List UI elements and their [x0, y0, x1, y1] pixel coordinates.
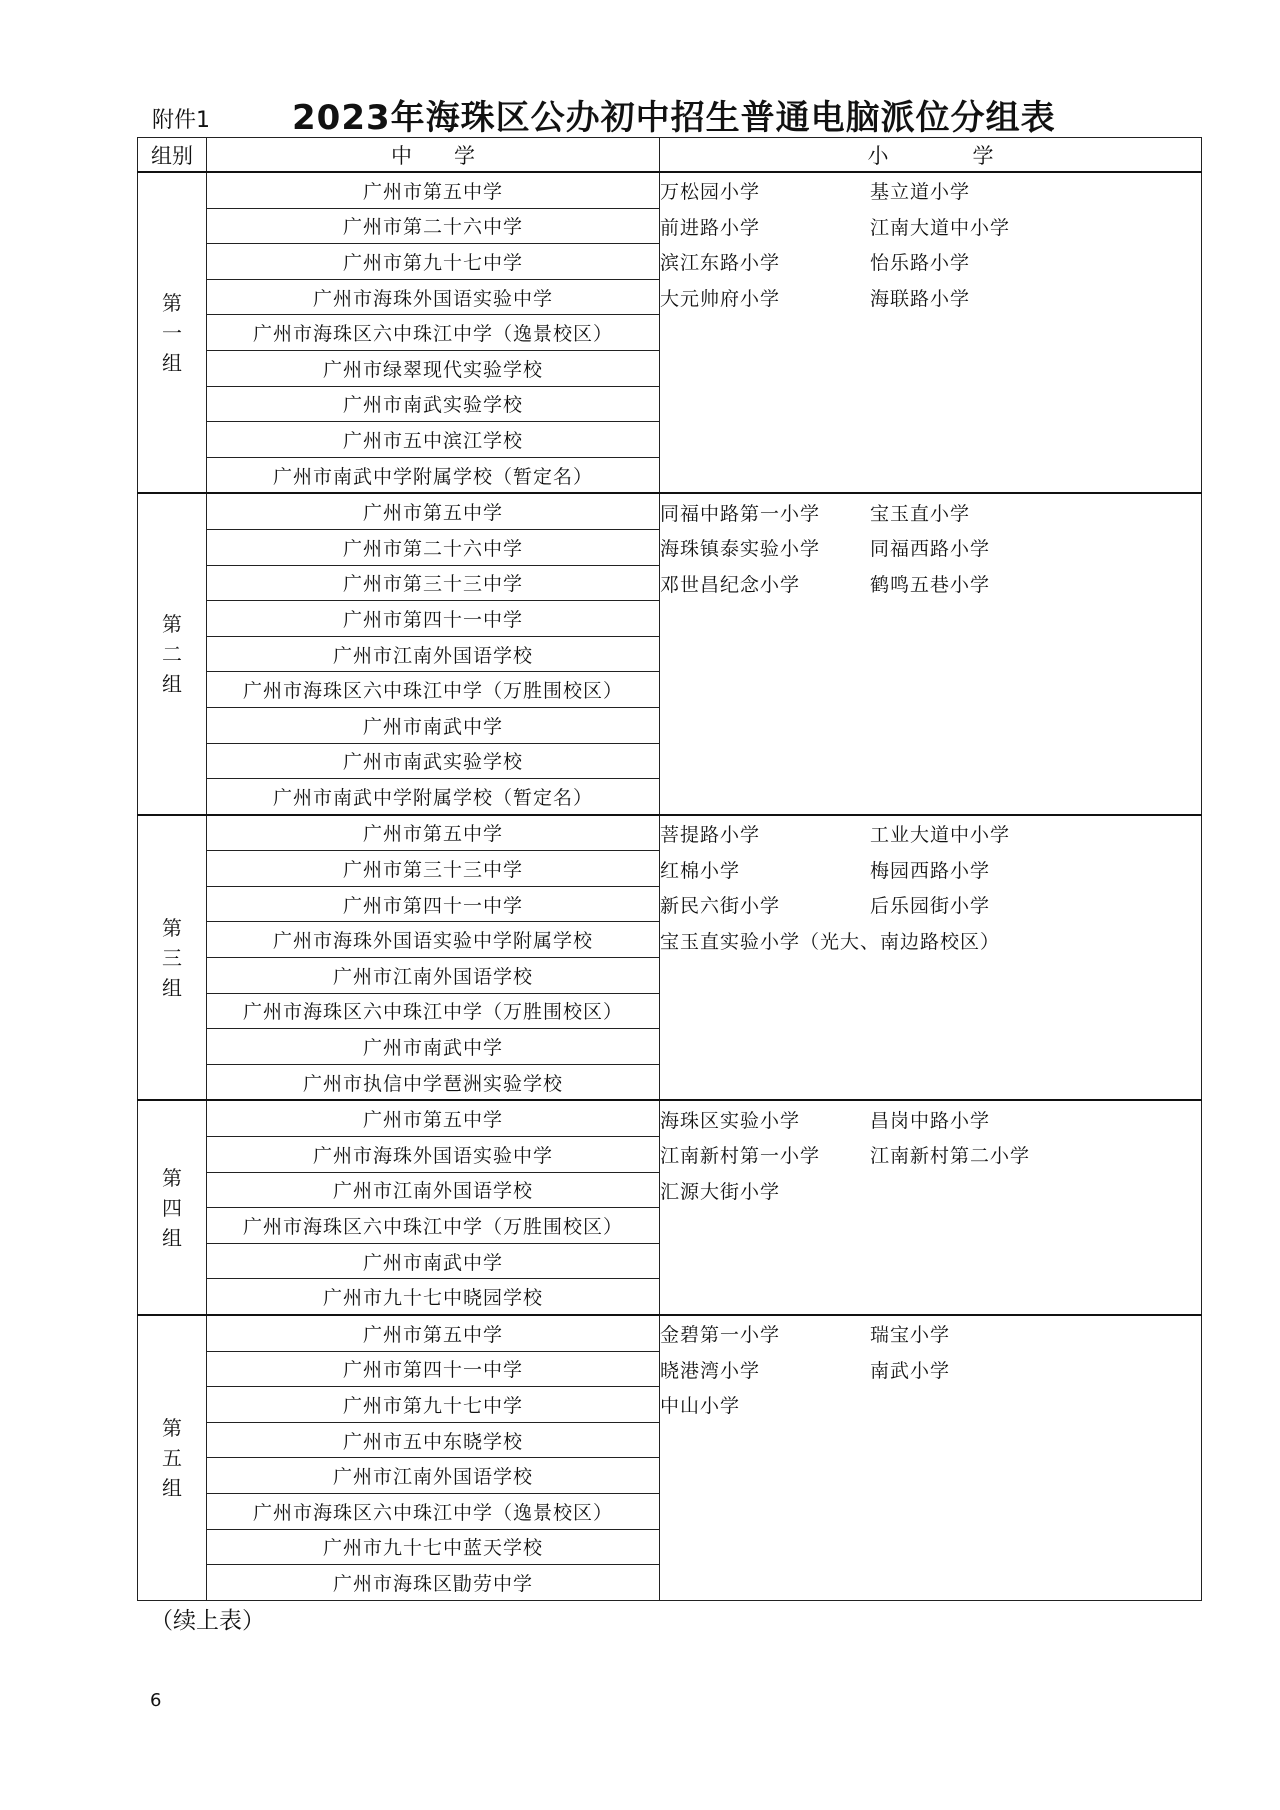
middle-school-cell: 广州市江南外国语学校	[207, 958, 660, 994]
primary-school-name: 基立道小学	[870, 181, 971, 204]
primary-school-name: 邓世昌纪念小学	[660, 573, 801, 596]
primary-school-name: 宝玉直实验小学（光大、南边路校区）	[660, 930, 1001, 953]
primary-school-name: 同福中路第一小学	[660, 502, 821, 525]
middle-school-cell: 广州市第五中学	[207, 1100, 660, 1136]
primary-school-row	[660, 173, 1201, 209]
middle-school-cell: 广州市第九十七中学	[207, 244, 660, 280]
middle-school-cell: 广州市海珠外国语实验中学附属学校	[207, 922, 660, 958]
primary-school-row	[660, 1101, 1201, 1137]
table-row	[138, 1100, 1202, 1136]
page-number: 6	[150, 1690, 162, 1711]
primary-school-name: 怡乐路小学	[870, 252, 971, 275]
middle-school-cell: 广州市海珠外国语实验中学	[207, 279, 660, 315]
grouping-table	[137, 137, 1202, 1601]
middle-school-cell: 广州市海珠区六中珠江中学（逸景校区）	[207, 1493, 660, 1529]
middle-school-cell: 广州市第九十七中学	[207, 1387, 660, 1423]
group-label: 第一组	[162, 290, 182, 375]
table-row	[138, 493, 1202, 529]
primary-school-name: 新民六街小学	[660, 895, 781, 918]
attachment-label: 附件1	[152, 108, 210, 133]
middle-school-cell: 广州市第三十三中学	[207, 565, 660, 601]
primary-school-row	[660, 887, 1201, 923]
group-label: 第四组	[162, 1165, 182, 1250]
primary-school-name: 菩提路小学	[660, 823, 761, 846]
header-primary: 小 学	[660, 138, 1202, 173]
primary-school-name: 江南新村第二小学	[870, 1145, 1031, 1168]
primary-school-name: 汇源大街小学	[660, 1180, 781, 1203]
middle-school-cell: 广州市绿翠现代实验学校	[207, 350, 660, 386]
primary-school-row	[660, 530, 1201, 566]
middle-school-cell: 广州市第五中学	[207, 172, 660, 208]
middle-school-cell: 广州市五中东晓学校	[207, 1422, 660, 1458]
group-label: 第五组	[162, 1415, 182, 1500]
primary-school-row	[660, 1352, 1201, 1388]
middle-school-cell: 广州市南武中学	[207, 1243, 660, 1279]
primary-school-name: 海联路小学	[870, 288, 971, 311]
table-row	[138, 172, 1202, 208]
primary-school-row	[660, 209, 1201, 245]
middle-school-cell: 广州市海珠区六中珠江中学（万胜围校区）	[207, 672, 660, 708]
primary-school-row	[660, 851, 1201, 887]
primary-school-row	[660, 244, 1201, 280]
primary-school-name: 红棉小学	[660, 859, 741, 882]
primary-school-name: 后乐园街小学	[870, 895, 991, 918]
middle-school-cell: 广州市九十七中蓝天学校	[207, 1529, 660, 1565]
primary-school-row	[660, 1387, 1201, 1423]
primary-schools-cell	[660, 815, 1202, 1101]
middle-school-cell: 广州市第五中学	[207, 493, 660, 529]
middle-school-cell: 广州市海珠区六中珠江中学（万胜围校区）	[207, 1208, 660, 1244]
primary-school-row	[660, 816, 1201, 852]
middle-school-cell: 广州市第四十一中学	[207, 886, 660, 922]
group-label-cell	[138, 1315, 207, 1600]
middle-school-cell: 广州市南武中学	[207, 1029, 660, 1065]
primary-school-name: 工业大道中小学	[870, 823, 1011, 846]
primary-school-row	[660, 494, 1201, 530]
middle-school-cell: 广州市海珠区勖劳中学	[207, 1565, 660, 1601]
primary-school-row	[660, 1137, 1201, 1173]
middle-school-cell: 广州市南武中学附属学校（暂定名）	[207, 779, 660, 815]
middle-school-cell: 广州市第四十一中学	[207, 1351, 660, 1387]
primary-school-row	[660, 922, 1201, 958]
primary-school-name: 海珠镇泰实验小学	[660, 538, 821, 561]
group-label-cell	[138, 493, 207, 814]
table-row	[138, 1315, 1202, 1351]
group-label: 第二组	[162, 612, 182, 697]
middle-school-cell: 广州市第二十六中学	[207, 529, 660, 565]
header-middle: 中 学	[207, 138, 660, 173]
primary-schools-cell	[660, 1100, 1202, 1315]
page-title: 2023年海珠区公办初中招生普通电脑派位分组表	[292, 98, 1056, 138]
primary-schools-cell	[660, 493, 1202, 814]
middle-school-cell: 广州市第五中学	[207, 1315, 660, 1351]
header-group: 组别	[138, 138, 207, 173]
primary-school-name: 江南大道中小学	[870, 216, 1011, 239]
middle-school-cell: 广州市第五中学	[207, 815, 660, 851]
primary-school-name: 滨江东路小学	[660, 252, 781, 275]
primary-school-name: 前进路小学	[660, 216, 761, 239]
middle-school-cell: 广州市海珠外国语实验中学	[207, 1137, 660, 1173]
primary-school-row	[660, 1316, 1201, 1352]
primary-school-name: 同福西路小学	[870, 538, 991, 561]
primary-school-name: 宝玉直小学	[870, 502, 971, 525]
primary-schools-cell	[660, 172, 1202, 493]
primary-school-row	[660, 566, 1201, 602]
middle-school-cell: 广州市江南外国语学校	[207, 1172, 660, 1208]
primary-school-name: 鹤鸣五巷小学	[870, 573, 991, 596]
primary-school-name: 金碧第一小学	[660, 1324, 781, 1347]
middle-school-cell: 广州市南武实验学校	[207, 386, 660, 422]
middle-school-cell: 广州市南武中学	[207, 707, 660, 743]
table-row	[138, 815, 1202, 851]
middle-school-cell: 广州市南武中学附属学校（暂定名）	[207, 457, 660, 493]
middle-school-cell: 广州市九十七中晓园学校	[207, 1279, 660, 1315]
primary-school-name: 昌岗中路小学	[870, 1109, 991, 1132]
middle-school-cell: 广州市第四十一中学	[207, 601, 660, 637]
table-body	[138, 138, 1202, 1601]
middle-school-cell: 广州市江南外国语学校	[207, 636, 660, 672]
middle-school-cell: 广州市江南外国语学校	[207, 1458, 660, 1494]
primary-school-name: 大元帅府小学	[660, 288, 781, 311]
primary-school-name: 南武小学	[870, 1359, 951, 1382]
middle-school-cell: 广州市南武实验学校	[207, 743, 660, 779]
primary-school-name: 海珠区实验小学	[660, 1109, 801, 1132]
middle-school-cell: 广州市海珠区六中珠江中学（万胜围校区）	[207, 993, 660, 1029]
primary-school-name: 中山小学	[660, 1395, 741, 1418]
primary-school-row	[660, 1173, 1201, 1209]
primary-school-name: 瑞宝小学	[870, 1324, 951, 1347]
middle-school-cell: 广州市海珠区六中珠江中学（逸景校区）	[207, 315, 660, 351]
group-label: 第三组	[162, 915, 182, 1000]
primary-school-name: 梅园西路小学	[870, 859, 991, 882]
group-label-cell	[138, 815, 207, 1101]
primary-school-name: 江南新村第一小学	[660, 1145, 821, 1168]
table-header-row	[138, 138, 1202, 173]
middle-school-cell: 广州市执信中学琶洲实验学校	[207, 1064, 660, 1100]
group-label-cell	[138, 172, 207, 493]
middle-school-cell: 广州市五中滨江学校	[207, 422, 660, 458]
primary-school-name: 晓港湾小学	[660, 1359, 761, 1382]
primary-school-name: 万松园小学	[660, 181, 761, 204]
group-label-cell	[138, 1100, 207, 1315]
continued-note: （续上表）	[150, 1608, 265, 1634]
middle-school-cell: 广州市第三十三中学	[207, 851, 660, 887]
primary-school-row	[660, 280, 1201, 316]
primary-schools-cell	[660, 1315, 1202, 1600]
middle-school-cell: 广州市第二十六中学	[207, 208, 660, 244]
